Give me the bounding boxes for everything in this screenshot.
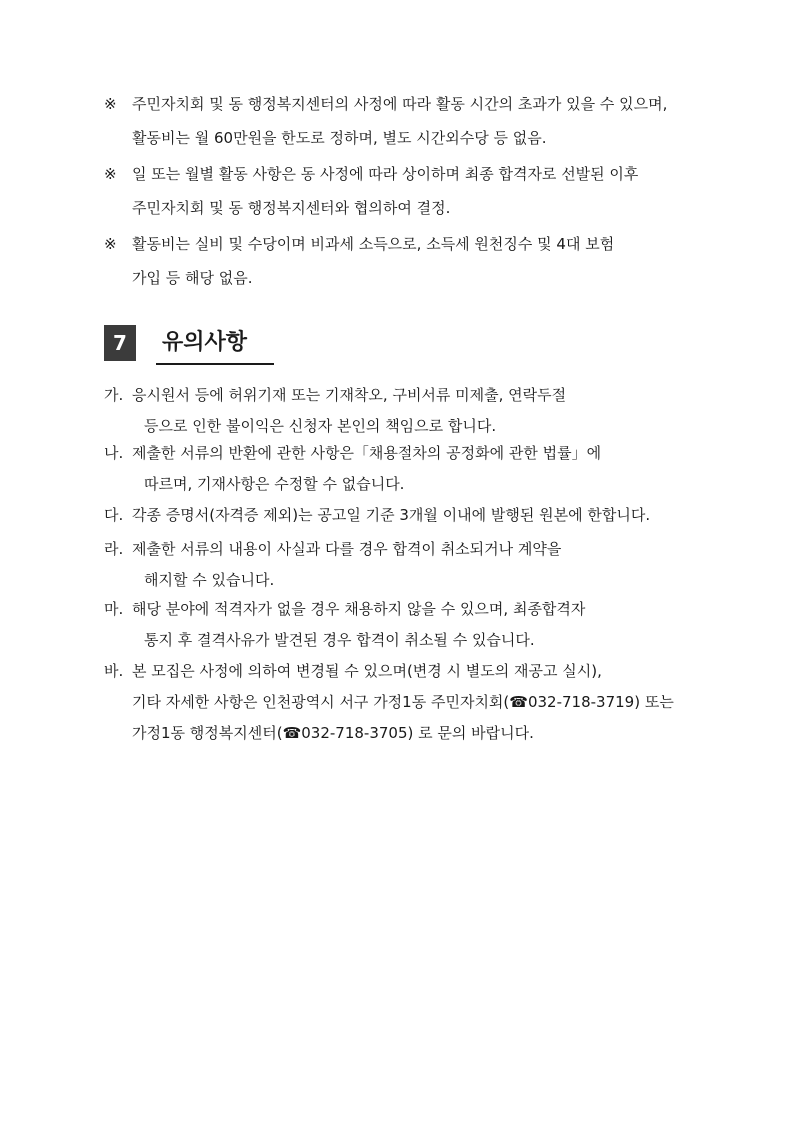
item-line: 제출한 서류의 내용이 사실과 다를 경우 합격이 취소되거나 계약을 xyxy=(132,540,562,558)
item-line: 기타 자세한 사항은 인천광역시 서구 가정1동 주민자치회(☎032-718-3719) 또는 xyxy=(132,693,674,711)
list-item-na xyxy=(104,438,736,500)
item-label: 다. xyxy=(104,506,124,524)
note-line: 일 또는 월별 활동 사항은 동 사정에 따라 상이하며 최종 합격자로 선발된 이후 xyxy=(132,165,639,183)
list-item-ma xyxy=(104,594,736,656)
item-line: 본 모집은 사정에 의하여 변경될 수 있으며(변경 시 별도의 재공고 실시), xyxy=(132,662,602,680)
section-number-badge: 7 xyxy=(104,325,136,361)
item-line: 응시원서 등에 허위기재 또는 기재착오, 구비서류 미제출, 연락두절 xyxy=(132,386,567,404)
reference-mark: ※ xyxy=(104,165,117,183)
list-item-ba xyxy=(104,656,736,749)
item-line: 통지 후 결격사유가 발견된 경우 합격이 취소될 수 있습니다. xyxy=(144,631,535,649)
section-title: 유의사항 xyxy=(162,330,248,355)
note-1 xyxy=(104,87,736,155)
note-line: 주민자치회 및 동 행정복지센터와 협의하여 결정. xyxy=(132,199,451,217)
item-line: 제출한 서류의 반환에 관한 사항은「채용절차의 공정화에 관한 법률」에 xyxy=(132,444,602,462)
reference-mark: ※ xyxy=(104,235,117,253)
list-item-da xyxy=(104,500,736,531)
item-label: 라. xyxy=(104,540,124,558)
item-line: 해지할 수 있습니다. xyxy=(144,571,275,589)
item-label: 바. xyxy=(104,662,124,680)
item-label: 마. xyxy=(104,600,124,618)
list-item-ga xyxy=(104,380,736,442)
item-line: 각종 증명서(자격증 제외)는 공고일 기준 3개월 이내에 발행된 원본에 한합니다. xyxy=(132,506,651,524)
item-line: 가정1동 행정복지센터(☎032-718-3705) 로 문의 바랍니다. xyxy=(132,724,534,742)
list-item-ra xyxy=(104,534,736,596)
reference-mark: ※ xyxy=(104,95,117,113)
item-line: 따르며, 기재사항은 수정할 수 없습니다. xyxy=(144,475,405,493)
note-line: 가입 등 해당 없음. xyxy=(132,269,253,287)
note-line: 활동비는 실비 및 수당이며 비과세 소득으로, 소득세 원천징수 및 4대 보험 xyxy=(132,235,615,253)
item-label: 가. xyxy=(104,386,124,404)
section-title-underline xyxy=(156,363,274,365)
note-line: 주민자치회 및 동 행정복지센터의 사정에 따라 활동 시간의 초과가 있을 수 있으며, xyxy=(132,95,668,113)
note-3 xyxy=(104,227,736,295)
note-line: 활동비는 월 60만원을 한도로 정하며, 별도 시간외수당 등 없음. xyxy=(132,129,547,147)
item-line: 등으로 인한 불이익은 신청자 본인의 책임으로 합니다. xyxy=(144,417,497,435)
item-label: 나. xyxy=(104,444,124,462)
item-line: 해당 분야에 적격자가 없을 경우 채용하지 않을 수 있으며, 최종합격자 xyxy=(132,600,586,618)
note-2 xyxy=(104,157,736,225)
